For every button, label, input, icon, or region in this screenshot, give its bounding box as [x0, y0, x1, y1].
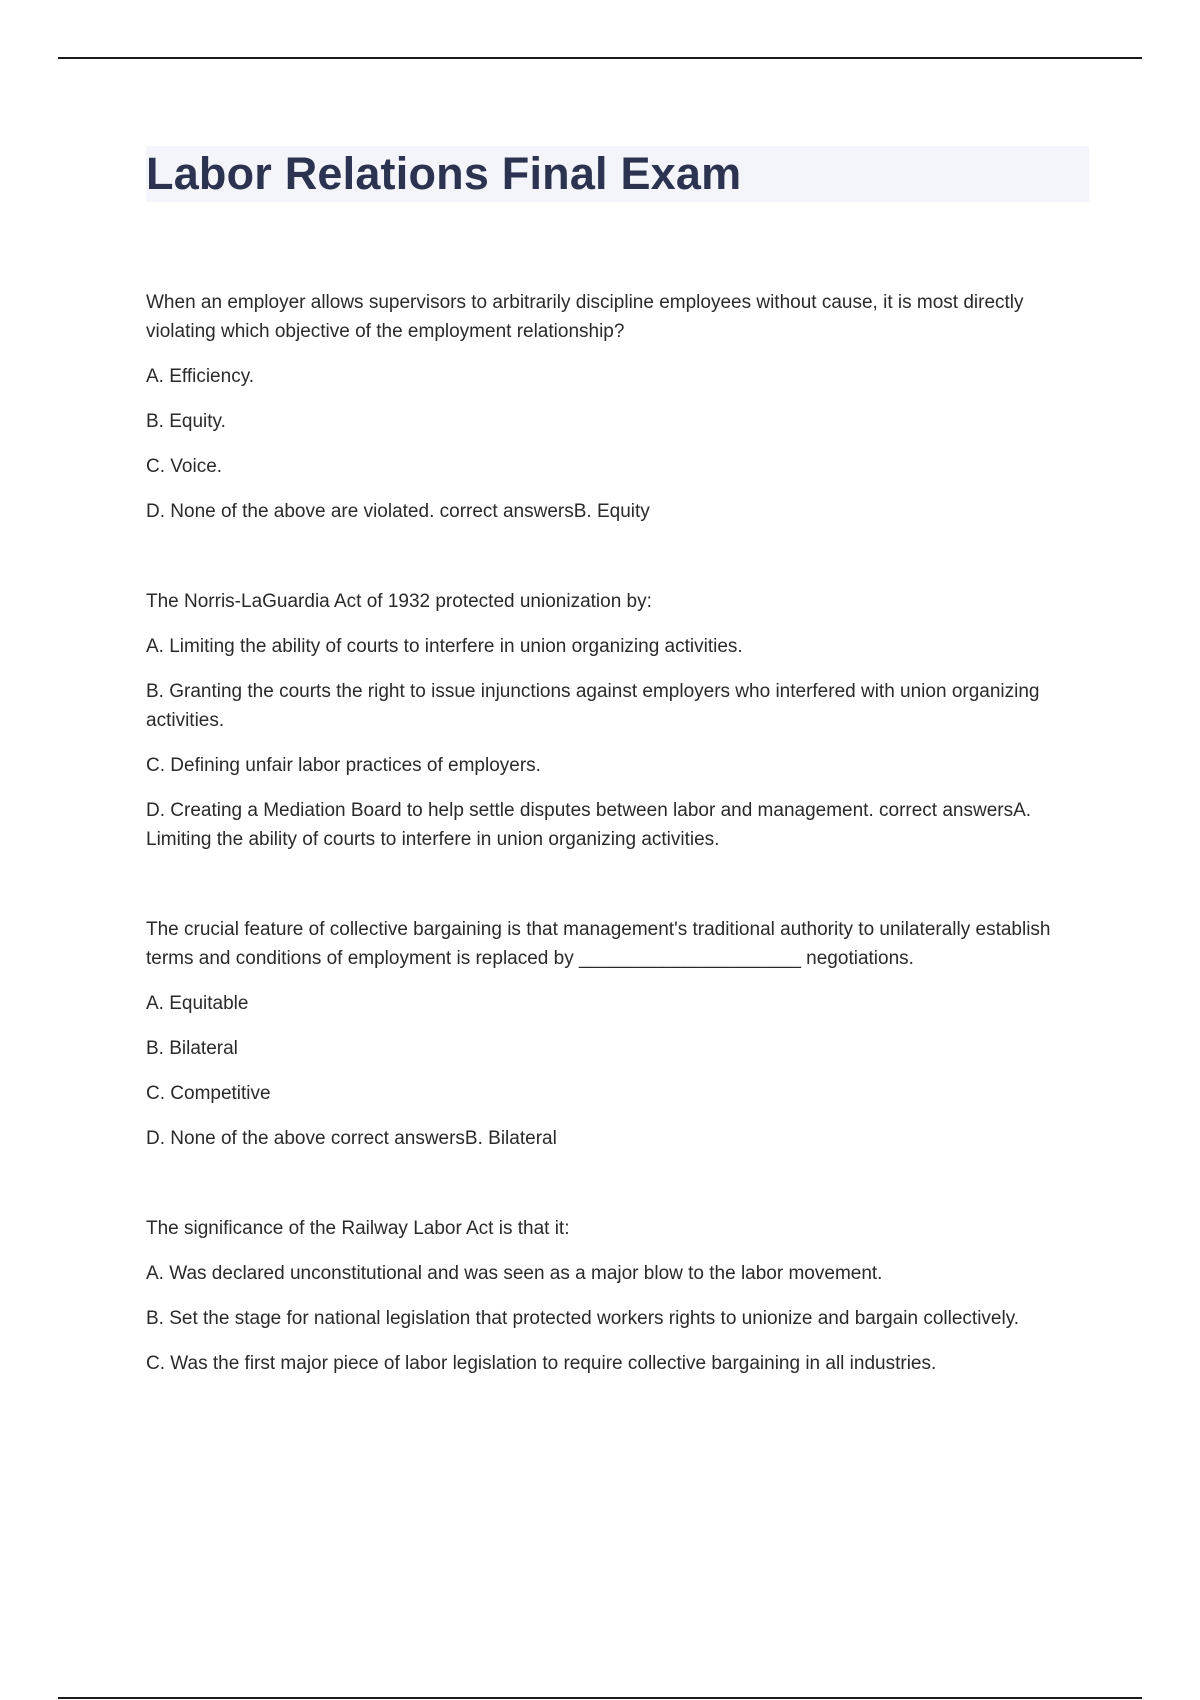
answer-option: B. Granting the courts the right to issue injunctions against employers who interfered with union organizing activities.	[146, 681, 1040, 731]
answer-option: D. Creating a Mediation Board to help settle disputes between labor and management. correct answersA. Limiting the ability of courts to interfere in union organizing activities.	[146, 800, 1032, 850]
question-stem: The crucial feature of collective bargaining is that management's traditional authority to unilaterally establish terms and conditions of employment is replaced by _____________________ negotiations.	[146, 919, 1051, 969]
answer-option: D. None of the above correct answersB. Bilateral	[146, 1128, 557, 1149]
answer-option: A. Equitable	[146, 993, 249, 1014]
question-3	[146, 915, 1096, 1153]
answer-option: B. Set the stage for national legislation that protected workers rights to unionize and bargain collectively.	[146, 1308, 1020, 1329]
answer-option: C. Was the first major piece of labor legislation to require collective bargaining in all industries.	[146, 1353, 937, 1374]
answer-option: C. Defining unfair labor practices of employers.	[146, 755, 541, 776]
question-4	[146, 1214, 1096, 1378]
page-title: Labor Relations Final Exam	[146, 148, 742, 199]
answer-option: C. Competitive	[146, 1083, 271, 1104]
answer-option: A. Limiting the ability of courts to interfere in union organizing activities.	[146, 636, 743, 657]
answer-option: B. Bilateral	[146, 1038, 238, 1059]
answer-option: A. Was declared unconstitutional and was seen as a major blow to the labor movement.	[146, 1263, 883, 1284]
answer-option: B. Equity.	[146, 411, 226, 432]
answer-option: A. Efficiency.	[146, 366, 255, 387]
question-1	[146, 288, 1096, 526]
question-stem: When an employer allows supervisors to arbitrarily discipline employees without cause, it is most directly violating which objective of the employment relationship?	[146, 292, 1024, 342]
question-stem: The significance of the Railway Labor Act is that it:	[146, 1218, 570, 1239]
answer-option: C. Voice.	[146, 456, 223, 477]
exam-content	[146, 288, 1096, 1439]
question-stem: The Norris-LaGuardia Act of 1932 protected unionization by:	[146, 591, 652, 612]
answer-option: D. None of the above are violated. correct answersB. Equity	[146, 501, 650, 522]
top-rule	[58, 57, 1142, 59]
question-2	[146, 587, 1096, 854]
bottom-rule	[58, 1697, 1142, 1699]
